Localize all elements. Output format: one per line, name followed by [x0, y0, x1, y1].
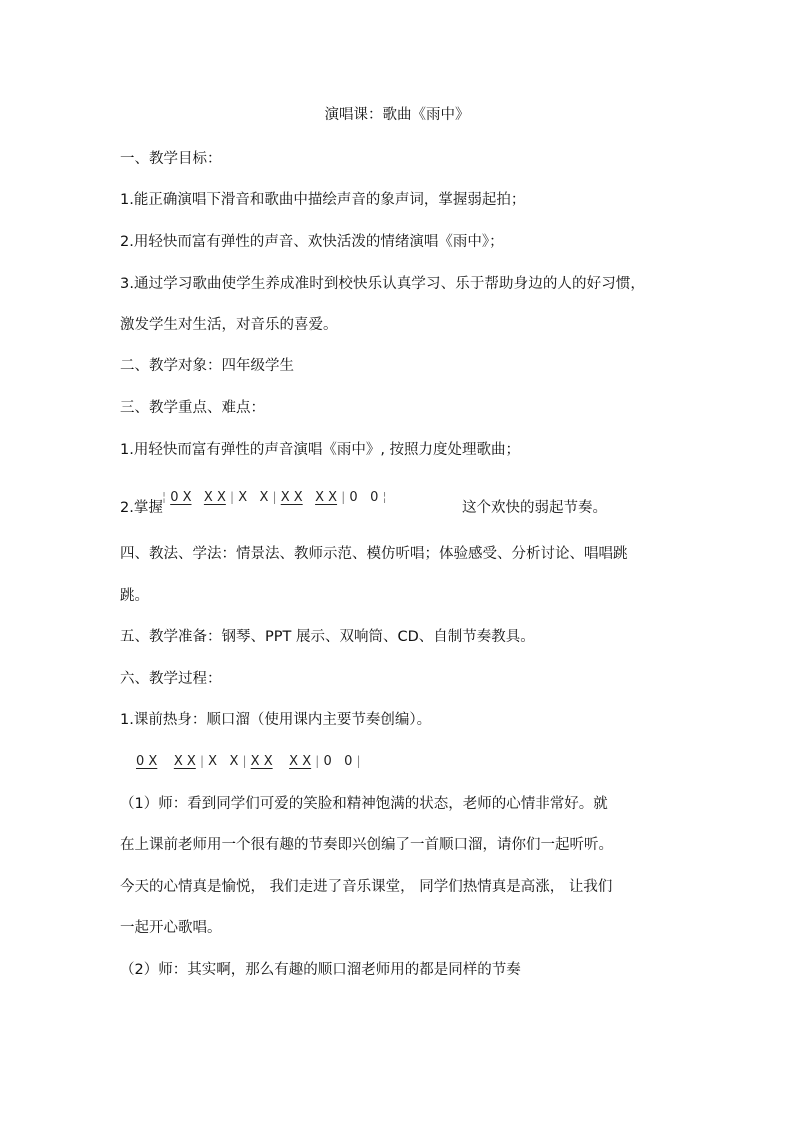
rhythm-notation-block	[136, 752, 361, 771]
bar-line: |	[341, 490, 346, 504]
bar-line: |	[315, 754, 320, 768]
goals-heading: 一、教学目标：	[120, 151, 222, 167]
rhythm-beat: X	[208, 754, 218, 769]
repeat-start-sign: ¦	[162, 490, 167, 504]
process-heading: 六、教学过程：	[120, 671, 222, 687]
rhythm-beat: 0	[344, 754, 353, 769]
rhythm-beat: X	[238, 490, 248, 505]
rhythm-beat: X	[259, 490, 269, 505]
keypoint-2-suffix: 这个欢快的弱起节奏。	[462, 500, 607, 516]
rhythm-beat: 0	[370, 490, 379, 505]
rhythm-beat: X X	[315, 490, 338, 505]
goal-3-line-1: 3.通过学习歌曲使学生养成准时到校快乐认真学习、乐于帮助身边的人的好习惯，	[120, 276, 646, 292]
rhythm-beat: X X	[203, 490, 226, 505]
rhythm-beat: X X	[173, 754, 196, 769]
bar-line: |	[242, 754, 247, 768]
rhythm-beat: 0 X	[136, 754, 158, 769]
goal-1: 1.能正确演唱下滑音和歌曲中描绘声音的象声词，掌握弱起拍；	[120, 192, 526, 208]
rhythm-beat: X X	[289, 754, 312, 769]
page-title: 演唱课：歌曲《雨中》	[324, 107, 470, 123]
rhythm-beat: X X	[250, 754, 273, 769]
bar-line: |	[356, 754, 361, 768]
rhythm-beat: X X	[280, 490, 303, 505]
keypoints-heading: 三、教学重点、难点：	[120, 400, 265, 416]
warmup: 1.课前热身：顺口溜（使用课内主要节奏创编）。	[120, 712, 432, 728]
paragraph-1-line-4: 一起开心歌唱。	[120, 920, 222, 936]
keypoint-2-prefix: 2.掌握	[120, 500, 163, 516]
methods-line-2: 跳。	[120, 588, 149, 604]
methods-line-1: 四、教法、学法：情景法、教师示范、模仿听唱；体验感受、分析讨论、唱唱跳	[120, 546, 628, 562]
paragraph-2: （2）师：其实啊，那么有趣的顺口溜老师用的都是同样的节奏	[120, 962, 521, 978]
paragraph-1-line-2: 在上课前老师用一个很有趣的节奏即兴创编了一首顺口溜，请你们一起听听。	[120, 837, 613, 853]
rhythm-beat: X	[229, 754, 239, 769]
repeat-end-sign: ¦	[382, 490, 387, 504]
teaching-object: 二、教学对象：四年级学生	[120, 358, 294, 374]
bar-line: |	[272, 490, 277, 504]
rhythm-beat: 0	[323, 754, 332, 769]
goal-2: 2.用轻快而富有弹性的声音、欢快活泼的情绪演唱《雨中》；	[120, 234, 504, 250]
goal-3-line-2: 激发学生对生活，对音乐的喜爱。	[120, 317, 338, 333]
rhythm-beat: 0	[349, 490, 358, 505]
bar-line: |	[230, 490, 235, 504]
bar-line: |	[199, 754, 204, 768]
rhythm-notation-inline	[162, 488, 387, 507]
paragraph-1-line-3: 今天的心情真是愉悦， 我们走进了音乐课堂， 同学们热情真是高涨， 让我们	[120, 879, 613, 895]
preparation: 五、教学准备：钢琴、PPT 展示、双响筒、CD、自制节奏教具。	[120, 629, 535, 645]
keypoint-1: 1.用轻快而富有弹性的声音演唱《雨中》, 按照力度处理歌曲；	[120, 442, 521, 458]
rhythm-beat: 0 X	[170, 490, 192, 505]
paragraph-1-line-1: （1）师：看到同学们可爱的笑脸和精神饱满的状态，老师的心情非常好。就	[120, 796, 608, 812]
